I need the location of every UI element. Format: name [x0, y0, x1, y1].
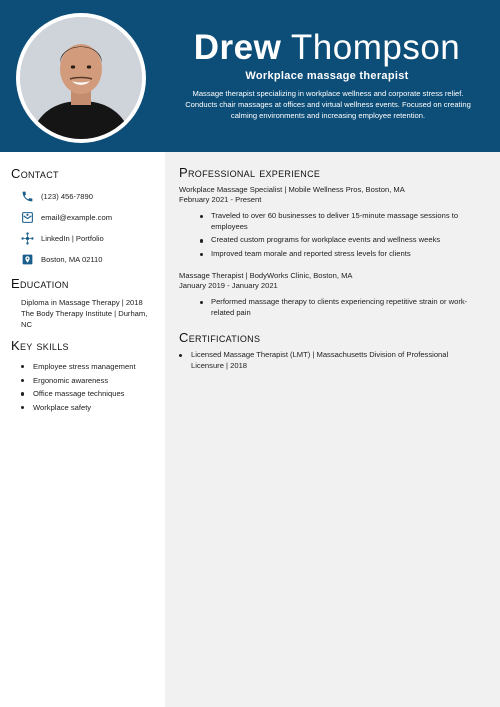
certifications-heading: Certifications: [179, 330, 261, 345]
network-icon: [20, 231, 34, 245]
candidate-name: [160, 28, 494, 68]
first-name: Drew: [193, 28, 282, 67]
list-item: Improved team morale and reported stress levels for clients: [200, 249, 485, 260]
job-dates: February 2021 - Present: [179, 195, 262, 204]
contact-heading: Contact: [11, 166, 59, 181]
contact-location: [20, 251, 103, 267]
resume-header: [0, 0, 500, 152]
job-bullets: [200, 297, 485, 321]
job-role: Workplace massage therapist: [245, 70, 409, 82]
contact-phone: [20, 188, 93, 204]
skills-heading: Key skills: [11, 338, 69, 353]
skills-list: [21, 360, 136, 414]
profile-links: LinkedIn | Portfolio: [41, 233, 104, 243]
professional-summary: Massage therapist specializing in workplace wellness and corporate stress relief. Conducts chair massages at offices and virtual wellness events. Focused on creating calming environments and increasing employee retention.: [185, 89, 471, 120]
contact-links: [20, 230, 104, 246]
education-entry: Diploma in Massage Therapy | 2018 The Body Therapy Institute | Durham, NC: [21, 298, 148, 329]
list-item: Ergonomic awareness: [21, 374, 136, 388]
certifications-list: [179, 350, 479, 372]
email-icon: [20, 210, 34, 224]
job-title-line: Workplace Massage Specialist | Mobile Wellness Pros, Boston, MA: [179, 185, 405, 194]
list-item: Licensed Massage Therapist (LMT) | Massachusetts Division of Professional Licensure | 2018: [179, 350, 479, 372]
contact-email: [20, 209, 112, 225]
email-address: email@example.com: [41, 212, 113, 222]
list-item: Office massage techniques: [21, 387, 136, 401]
list-item: Workplace safety: [21, 401, 136, 415]
job-title-line: Massage Therapist | BodyWorks Clinic, Boston, MA: [179, 271, 353, 280]
left-column: [0, 152, 165, 707]
profile-photo-frame: [16, 13, 146, 143]
phone-number: (123) 456-7890: [41, 191, 93, 201]
list-item: Employee stress management: [21, 360, 136, 374]
list-item: Performed massage therapy to clients experiencing repetitive strain or work-related pain: [200, 297, 485, 319]
education-heading: Education: [11, 276, 69, 291]
right-column: [165, 152, 500, 707]
list-item: Traveled to over 60 businesses to deliver 15-minute massage sessions to employees: [200, 211, 485, 233]
last-name: Thompson: [290, 28, 461, 67]
experience-heading: Professional experience: [179, 165, 321, 180]
location-icon: [20, 252, 34, 266]
job-dates: January 2019 - January 2021: [179, 281, 278, 290]
job-bullets: [200, 211, 485, 262]
list-item: Created custom programs for workplace events and wellness weeks: [200, 235, 485, 246]
phone-icon: [20, 189, 34, 203]
address: Boston, MA 02110: [41, 254, 103, 264]
profile-photo: [20, 17, 142, 139]
